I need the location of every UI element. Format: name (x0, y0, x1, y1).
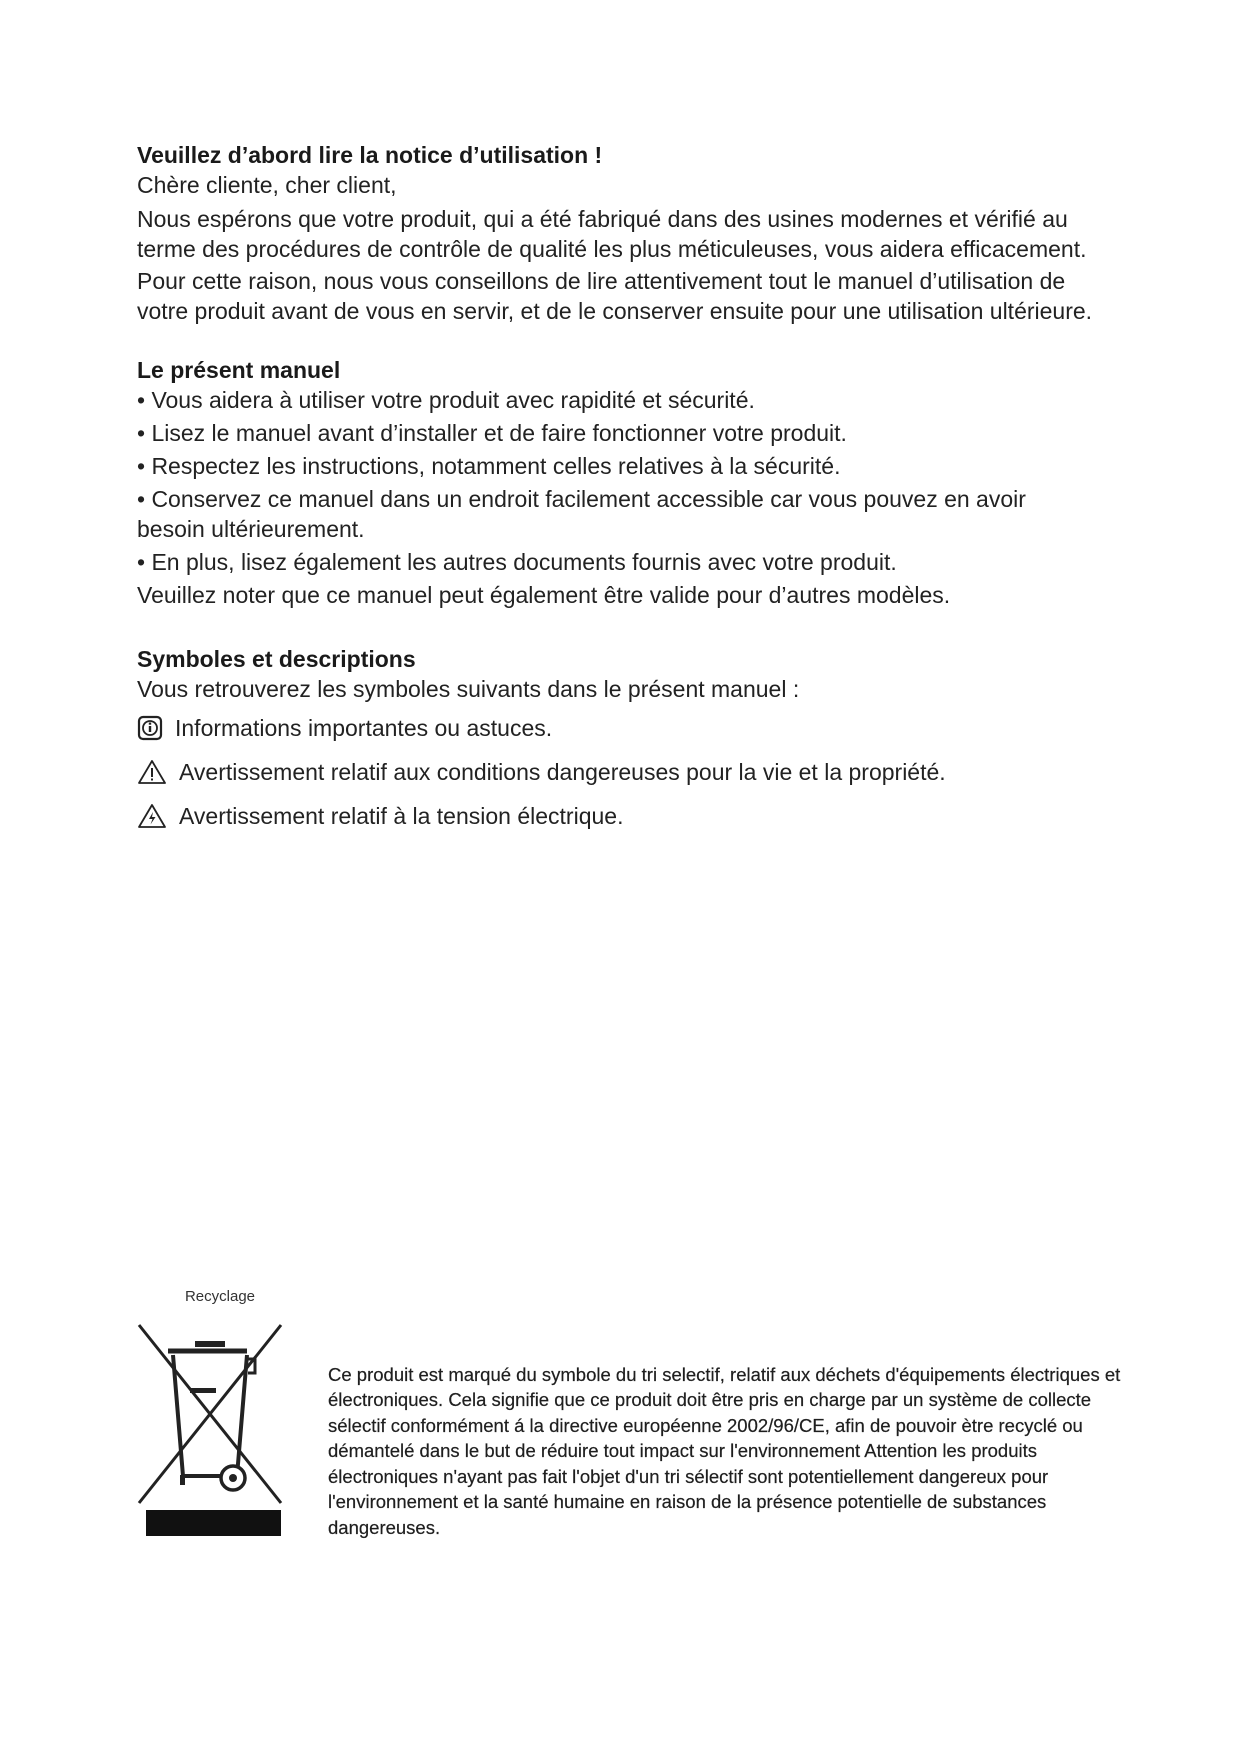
symbol-text: Avertissement relatif à la tension électrique. (179, 802, 624, 829)
manual-bullet: • Conservez ce manuel dans un endroit facilement accessible car vous pouvez en avoir besoin ultérieurement. (137, 486, 1026, 542)
info-icon (137, 715, 163, 741)
symbols-intro: Vous retrouverez les symboles suivants dans le présent manuel : (137, 676, 800, 702)
manual-note: Veuillez noter que ce manuel peut également être valide pour d’autres modèles. (137, 582, 951, 608)
manual-heading: Le présent manuel (137, 357, 341, 383)
intro-paragraph-1: Nous espérons que votre produit, qui a été fabriqué dans des usines modernes et vérifié au terme des procédures de contrôle de qualité les plus méticuleuses, vous aidera efficacement. (137, 206, 1087, 262)
manual-bullet: • Respectez les instructions, notamment celles relatives à la sécurité. (137, 453, 841, 479)
warning-icon (137, 759, 167, 785)
manual-bullet: • Lisez le manuel avant d’installer et de faire fonctionner votre produit. (137, 420, 847, 446)
symbol-text: Avertissement relatif aux conditions dangereuses pour la vie et la propriété. (179, 758, 946, 785)
recycling-symbol (135, 1288, 295, 1541)
symbol-row-info (137, 706, 1097, 750)
crossed-bin-icon (135, 1311, 285, 1536)
symbol-text: Informations importantes ou astuces. (175, 714, 553, 741)
recycling-text: Ce produit est marqué du symbole du tri selectif, relatif aux déchets d'équipements électriques et électroniques. Cela signifie que ce produit doit être pris en charge par un système de collecte sélectif conformément á la directive européenne 2002/96/CE, afin de pouvoir ètre recyclé ou démantelé dans le but de réduire tout impact sur l'environnement Attention les produits électroniques n'ayant pas fait l'objet d'un tri sélectif sont potentiellement dangereux pour l'environnement et la santé humaine en raison de la présence potentielle de substances dangereuses. (328, 1363, 1121, 1538)
symbol-row-warning (137, 750, 1097, 794)
electric-warning-icon (137, 803, 167, 829)
intro-paragraph-2: Pour cette raison, nous vous conseillons de lire attentivement tout le manuel d’utilisation de votre produit avant de vous en servir, et de le conserver ensuite pour une utilisation ultérieure. (137, 268, 1093, 324)
recycling-caption: Recyclage (184, 1288, 256, 1305)
greeting: Chère cliente, cher client, (137, 172, 397, 198)
symbol-row-electric (137, 794, 1097, 838)
manual-page (137, 140, 1097, 838)
symbols-heading: Symboles et descriptions (137, 646, 416, 672)
manual-bullet: • Vous aidera à utiliser votre produit avec rapidité et sécurité. (137, 387, 755, 413)
manual-bullet: • En plus, lisez également les autres documents fournis avec votre produit. (137, 549, 897, 575)
intro-heading: Veuillez d’abord lire la notice d’utilisation ! (137, 142, 603, 168)
